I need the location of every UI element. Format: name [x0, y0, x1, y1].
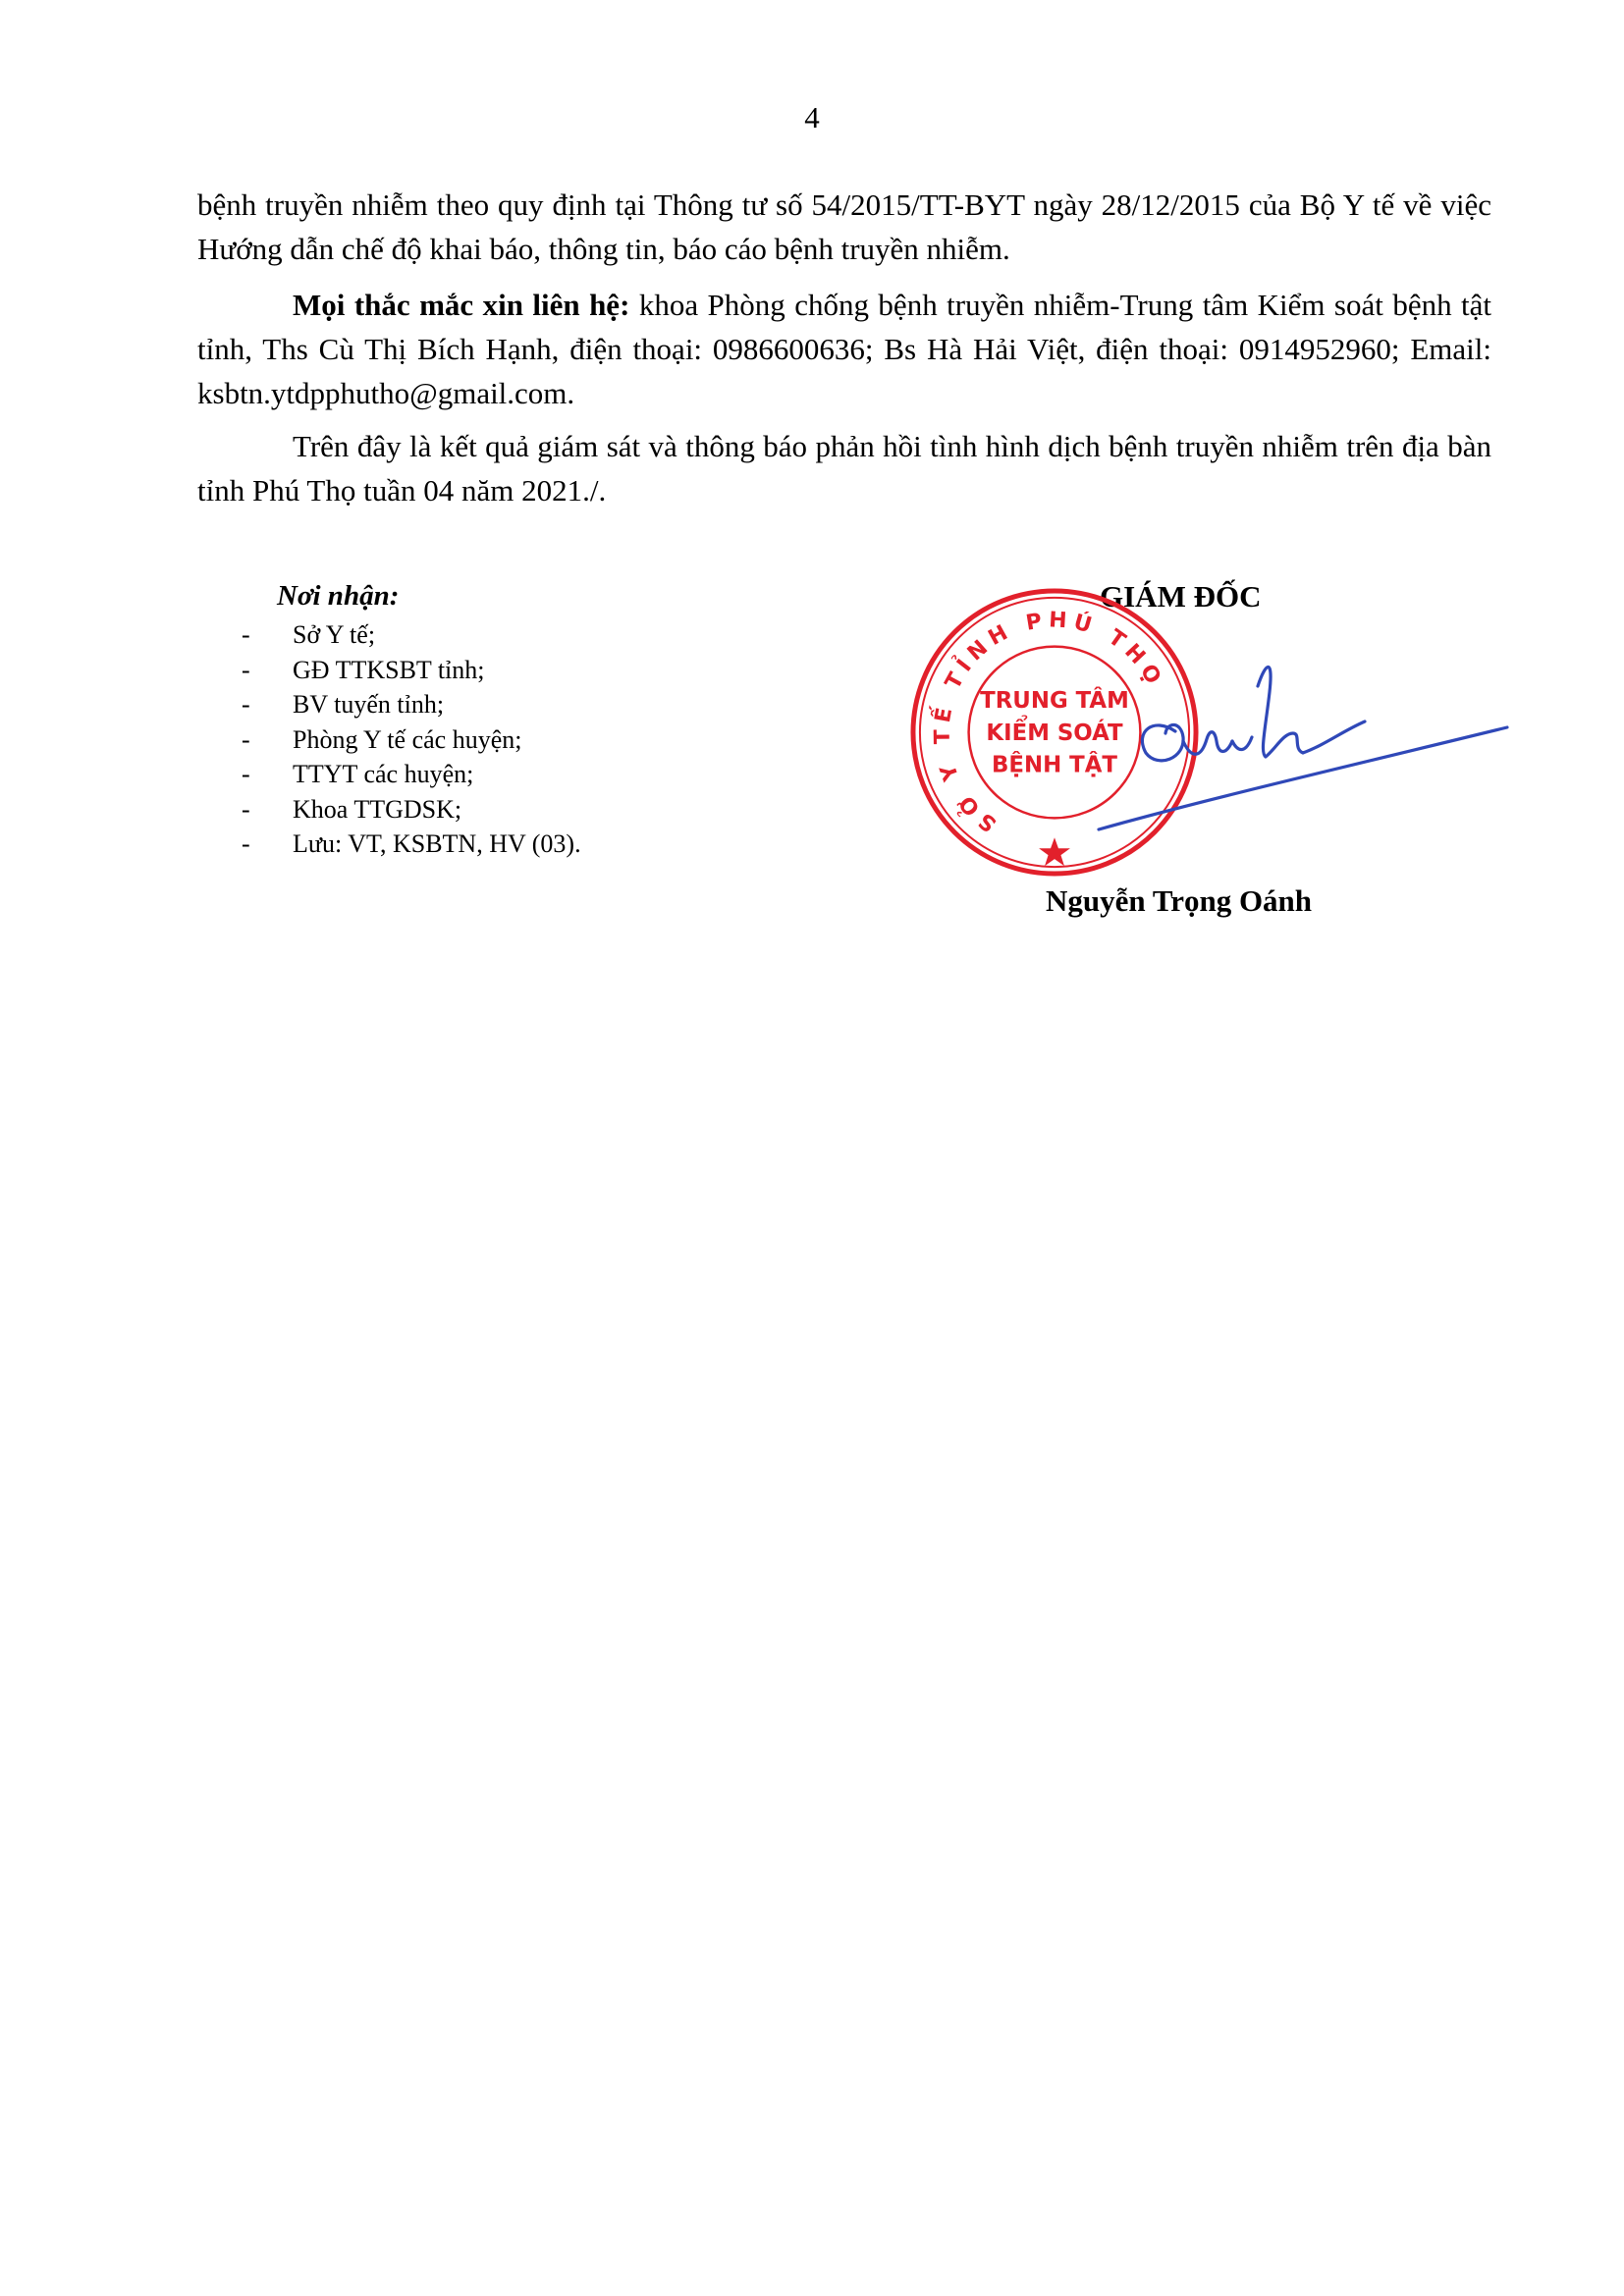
- list-dash: -: [242, 620, 250, 649]
- seal-line-1: TRUNG TÂM: [980, 688, 1129, 715]
- recipients-list: [242, 617, 831, 862]
- recipient-item: - Sở Y tế;: [242, 617, 831, 653]
- paragraph-conclusion: Trên đây là kết quả giám sát và thông báo phản hồi tình hình dịch bệnh truyền nhiễm trên địa bàn tỉnh Phú Thọ tuần 04 năm 2021./.: [197, 429, 1491, 507]
- paragraph-contact: [197, 283, 1491, 415]
- contact-details: khoa Phòng chống bệnh truyền nhiễm-Trung tâm Kiểm soát bệnh tật tỉnh, Ths Cù Thị Bích Hạnh, điện thoại: 0986600636; Bs Hà Hải Việt, điện thoại: 0914952960; Email: ksbtn.ytdpphutho@gmail.com.: [197, 288, 1492, 410]
- list-dash: -: [242, 829, 250, 858]
- recipient-item: - Lưu: VT, KSBTN, HV (03).: [242, 827, 831, 862]
- list-dash: -: [242, 724, 250, 754]
- contact-label: Mọi thắc mắc xin liên hệ:: [293, 288, 630, 322]
- recipient-item: - GĐ TTKSBT tỉnh;: [242, 653, 831, 688]
- list-dash: -: [242, 760, 250, 788]
- list-dash: -: [242, 794, 250, 824]
- recipient-item: - TTYT các huyện;: [242, 757, 831, 792]
- seal-star-icon: [1039, 837, 1070, 866]
- seal-line-3: BỆNH TẬT: [992, 752, 1117, 778]
- page-number: 4: [804, 100, 820, 134]
- paragraph-regulation: bệnh truyền nhiễm theo quy định tại Thông tư số 54/2015/TT-BYT ngày 28/12/2015 của Bộ Y tế về việc Hướng dẫn chế độ khai báo, thông tin, báo cáo bệnh truyền nhiễm.: [197, 187, 1491, 266]
- signer-title: GIÁM ĐỐC: [1100, 579, 1262, 614]
- recipient-item: - Phòng Y tế các huyện;: [242, 722, 831, 758]
- list-dash: -: [242, 690, 250, 719]
- recipient-item: - Khoa TTGDSK;: [242, 792, 831, 828]
- recipients-title: Nơi nhận:: [277, 580, 400, 612]
- seal-line-2: KIỂM SOÁT: [986, 720, 1123, 746]
- seal-ring-text: SỞ Y TẾ TỈNH PHÚ THỌ: [930, 608, 1168, 836]
- handwritten-signature: [1085, 643, 1517, 834]
- recipient-item: - BV tuyến tỉnh;: [242, 687, 831, 722]
- recipients-block: [242, 579, 831, 862]
- signer-name: Nguyễn Trọng Oánh: [1046, 883, 1313, 918]
- list-dash: -: [242, 655, 250, 684]
